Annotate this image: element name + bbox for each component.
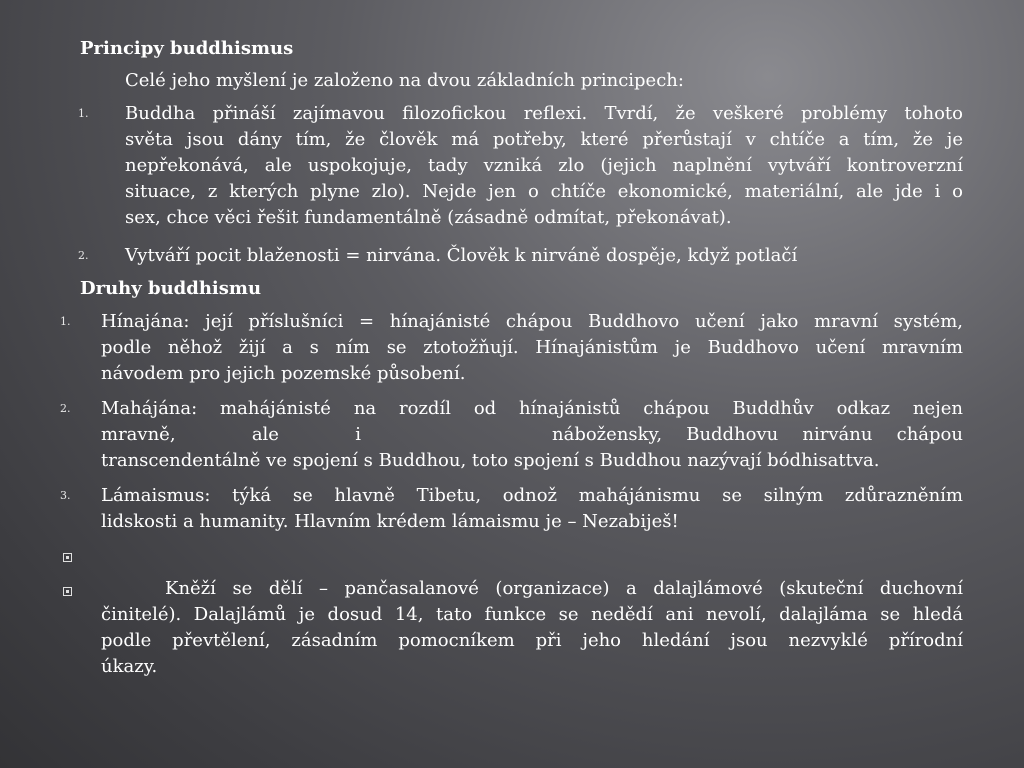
text-line: Buddha přináší zajímavou filozofickou reflexi. Tvrdí, že veškeré problémy tohoto — [125, 103, 963, 124]
list-number: 1. — [78, 107, 89, 120]
text-line: situace, z kterých plyne zlo). Nejde jen o chtíče ekonomické, materiální, ale jde i o — [125, 181, 963, 202]
text-line: nepřekonává, ale uspokojuje, tady vzniká zlo (jejich naplnění vytváří kontroverzní — [125, 155, 963, 176]
text-fragment: nábožensky, Buddhovu nirvánu chápou — [552, 424, 963, 445]
text-line: návodem pro jejich pozemské působení. — [101, 363, 466, 384]
text-line: Kněží se dělí – pančasalanové (organizace) a dalajlámové (skuteční duchovní — [165, 578, 963, 599]
text-line: lidskosti a humanity. Hlavním krédem lámaismu je – Nezabiješ! — [101, 511, 679, 532]
list-item-principle-2: Vytváří pocit blaženosti = nirvána. Člověk k nirváně dospěje, když potlačí — [125, 245, 798, 266]
text-fragment: mravně, ale i — [101, 424, 361, 445]
list-number: 2. — [60, 402, 71, 415]
heading-types: Druhy buddhismu — [80, 278, 262, 299]
text-line: podle převtělení, zásadním pomocníkem při jeho hledání jsou nezvyklé přírodní — [101, 630, 963, 651]
text-line: podle něhož žijí a s ním se ztotožňují. Hínajánistům je Buddhovo učení mravním — [101, 337, 963, 358]
text-line: úkazy. — [101, 656, 158, 677]
list-item-hinajana — [101, 309, 963, 387]
list-number: 1. — [60, 315, 71, 328]
text-line: činitelé). Dalajlámů je dosud 14, tato funkce se nedědí ani nevolí, dalajláma se hledá — [101, 604, 963, 625]
list-item-principle-1 — [125, 101, 963, 231]
text-line: Lámaismus: týká se hlavně Tibetu, odnož mahájánismu se silným zdůrazněním — [101, 485, 963, 506]
list-item-priests — [101, 576, 963, 680]
text-line: světa jsou dány tím, že člověk má potřeby, které přerůstají v chtíče a tím, že je — [125, 129, 963, 150]
list-number: 3. — [60, 489, 71, 502]
list-item-lamaismus — [101, 483, 963, 535]
text-line: sex, chce věci řešit fundamentálně (zásadně odmítat, překonávat). — [125, 207, 732, 228]
text-line: Hínajána: její příslušníci = hínajánisté chápou Buddhovo učení jako mravní systém, — [101, 311, 963, 332]
box-bullet-icon — [63, 587, 72, 596]
text-line: transcendentálně ve spojení s Buddhou, toto spojení s Buddhou nazývají bódhisattva. — [101, 450, 880, 471]
list-number: 2. — [78, 249, 89, 262]
text-line: Mahájána: mahájánisté na rozdíl od hínajánistů chápou Buddhův odkaz nejen — [101, 398, 963, 419]
box-bullet-icon — [63, 553, 72, 562]
heading-principles: Principy buddhismus — [80, 38, 294, 59]
intro-text: Celé jeho myšlení je založeno na dvou základních principech: — [125, 70, 684, 91]
